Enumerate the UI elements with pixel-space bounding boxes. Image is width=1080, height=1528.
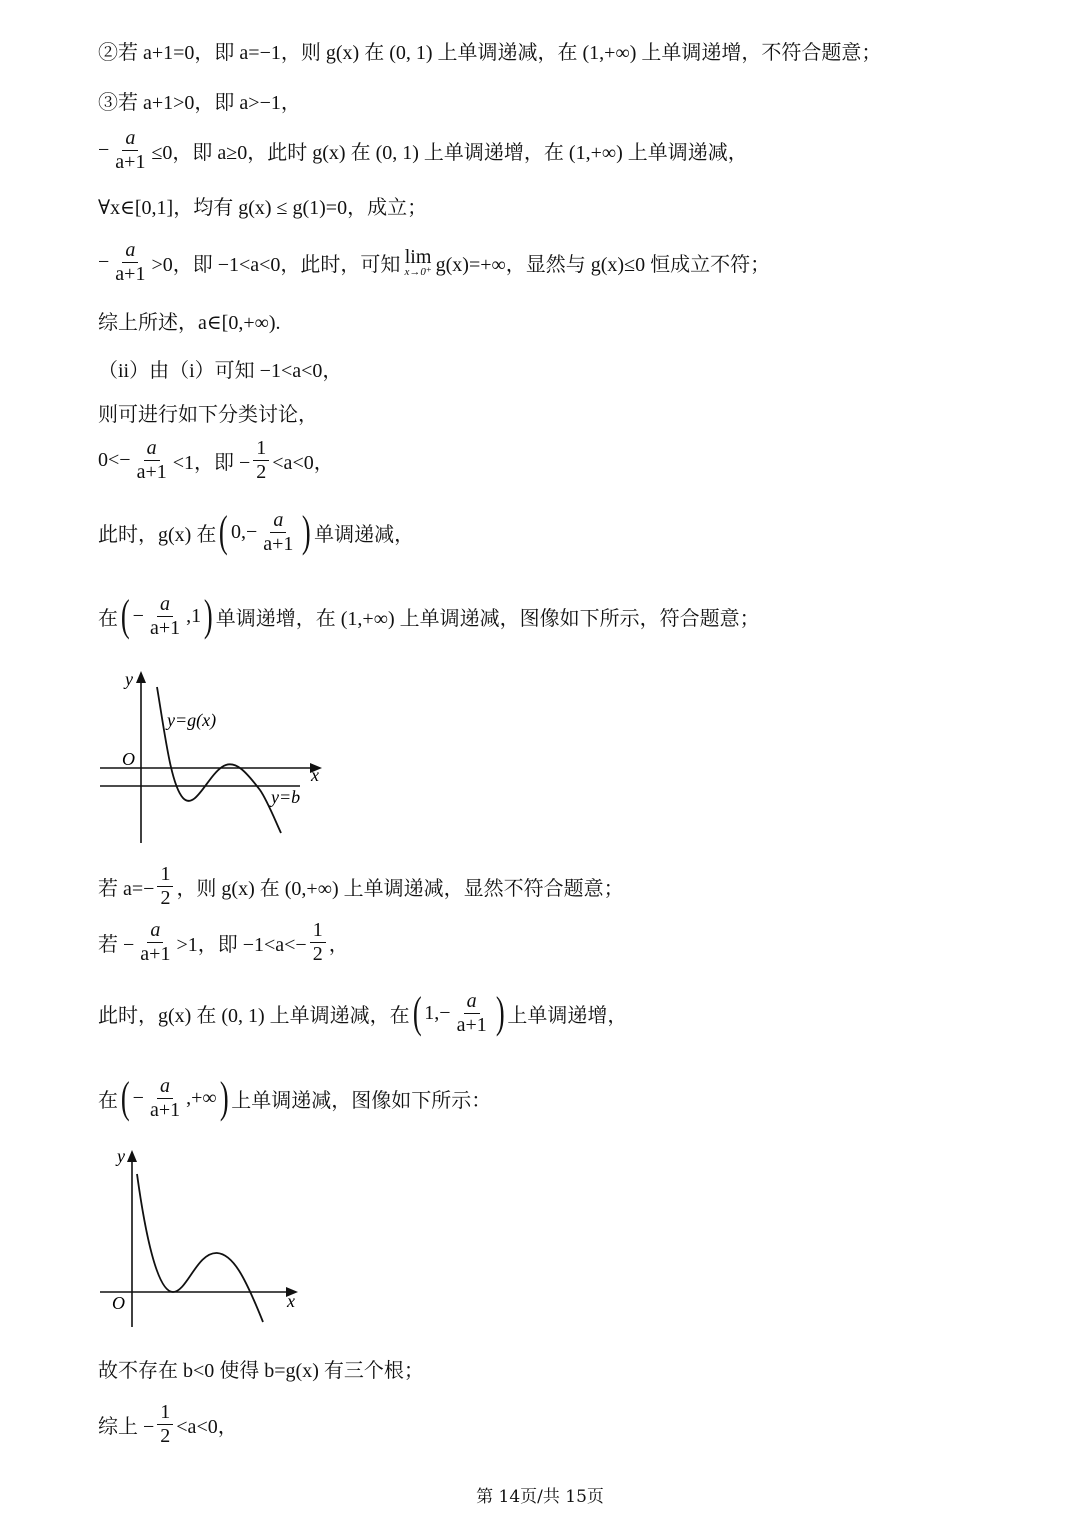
line-classify: 则可进行如下分类讨论，: [98, 403, 318, 426]
graph-1-y-label: y: [125, 669, 133, 689]
line-subcase-1-monotone-a: 此时，g(x) 在 ( 0,− $\frac{a}{a+1}$ ) 单调递减，: [98, 507, 415, 556]
fraction-one-half: $\frac{1}{2}$: [310, 919, 326, 966]
line-no-b: 故不存在 b<0 使得 b=g(x) 有三个根；: [98, 1359, 424, 1382]
graph-2: [95, 1142, 320, 1332]
line-case-3: ③若 a+1>0，即 a>−1，: [98, 91, 301, 114]
line-subcase-2: 若 − $\frac{a}{a+1}$ >1，即 −1<a<− $\frac{1}{2}$ ，: [98, 918, 349, 965]
line-subcase-1: 0<− $\frac{a}{a+1}$ <1，即 − $\frac{1}{2}$ <a<0，: [98, 436, 334, 483]
fraction-one-half: $\frac{1}{2}$: [157, 1401, 173, 1448]
fraction-one-half: $\frac{1}{2}$: [157, 863, 173, 910]
graph-1-curve-label: y=g(x): [167, 710, 217, 730]
fraction-a-over-a-plus-1: $\frac{a}{a+1}$: [115, 238, 146, 285]
graph-2-curve: [137, 1174, 263, 1322]
graph-1-origin-label: O: [122, 749, 135, 769]
fraction-a-over-a-plus-1: $\frac{a}{a+1}$: [115, 126, 146, 173]
line-conclusion: 综上 − $\frac{1}{2}$ <a<0，: [98, 1400, 238, 1447]
graph-2-x-label: x: [287, 1291, 295, 1311]
line-part-ii: （ii）由（i）可知 −1<a<0，: [98, 359, 343, 382]
line-subcase-1-monotone-b: 在 ( − $\frac{a}{a+1}$ ,1 ) 单调递增，在 (1,+∞) 上单调递减，图像如下所示，符合题意；: [98, 591, 760, 640]
line-summary-1: 综上所述，a∈[0,+∞).: [98, 311, 281, 334]
line-case-3-condition-b: − $\frac{a}{a+1}$ >0，即 −1<a<0，此时，可知 lim x→0⁺ g(x)=+∞，显然与 g(x)≤0 恒成立不符；: [98, 238, 771, 285]
line-subcase-2-monotone-b: 在 ( − $\frac{a}{a+1}$ ,+∞ ) 上单调递减，图像如下所示：: [98, 1073, 492, 1122]
fraction-a-over-a-plus-1: $\frac{a}{a+1}$: [149, 1074, 181, 1121]
graph-1: [95, 665, 335, 850]
graph-1-curve: [157, 687, 281, 833]
graph-2-origin-label: O: [112, 1293, 125, 1313]
line-forall: ∀x∈[0,1]，均有 g(x) ≤ g(1)=0，成立；: [98, 196, 428, 219]
graph-1-y-arrow: [136, 671, 146, 683]
fraction-one-half: $\frac{1}{2}$: [253, 437, 269, 484]
graph-2-y-label: y: [117, 1146, 125, 1166]
line-case-3-condition-a: − $\frac{a}{a+1}$ ≤0，即 a≥0，此时 g(x) 在 (0, 1) 上单调递增，在 (1,+∞) 上单调递减，: [98, 126, 748, 173]
fraction-a-over-a-plus-1: $\frac{a}{a+1}$: [456, 989, 487, 1036]
line-a-minus-half: 若 a=− $\frac{1}{2}$ ，则 g(x) 在 (0,+∞) 上单调递减，显然不符合题意；: [98, 862, 624, 909]
fraction-a-over-a-plus-1: $\frac{a}{a+1}$: [136, 436, 167, 483]
fraction-a-over-a-plus-1: $\frac{a}{a+1}$: [263, 508, 294, 555]
page-footer: 第 14页/共 15页: [476, 1487, 604, 1507]
line-subcase-2-monotone-a: 此时，g(x) 在 (0, 1) 上单调递减，在 ( 1,− $\frac{a}{a+1}$ ) 上单调递增，: [98, 988, 628, 1037]
fraction-a-over-a-plus-1: $\frac{a}{a+1}$: [140, 918, 171, 965]
graph-2-y-arrow: [127, 1150, 137, 1162]
line-case-2: ②若 a+1=0，即 a=−1，则 g(x) 在 (0, 1) 上单调递减，在 (1,+∞) 上单调递增，不符合题意；: [98, 41, 882, 64]
limit-expression: lim x→0⁺: [404, 245, 432, 278]
graph-1-x-label: x: [311, 765, 319, 785]
graph-1-line-label: y=b: [271, 787, 301, 807]
fraction-a-over-a-plus-1: $\frac{a}{a+1}$: [149, 592, 181, 639]
